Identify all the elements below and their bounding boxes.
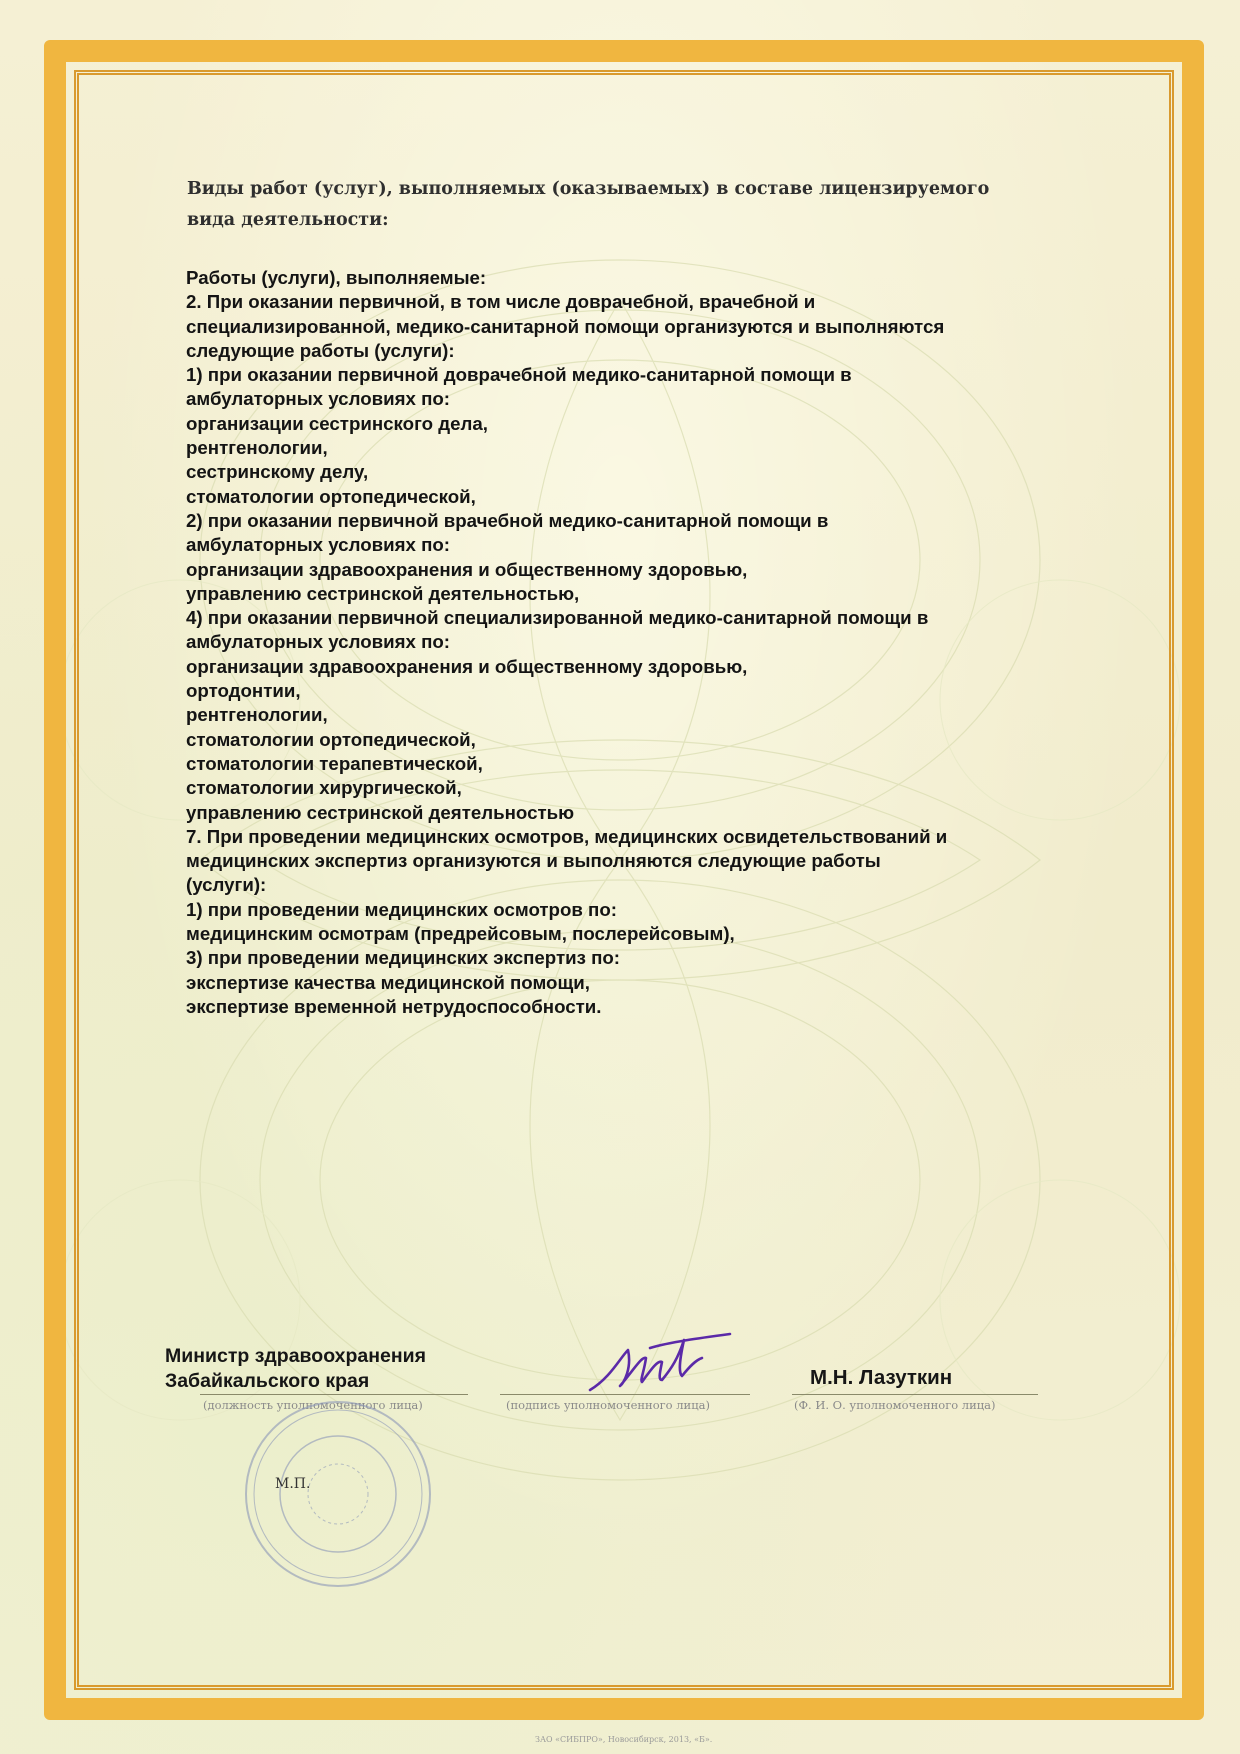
text-line: экспертизе качества медицинской помощи, <box>186 971 590 993</box>
text-line: управлению сестринской деятельностью <box>186 801 575 823</box>
text-line: организации здравоохранения и общественному здоровью, <box>186 655 748 677</box>
text-line: амбулаторных условиях по: <box>186 534 450 556</box>
text-line: 4) при оказании первичной специализированной медико-санитарной помощи в <box>186 607 929 629</box>
text-line: следующие работы (услуги): <box>186 339 455 361</box>
text-line: организации сестринского дела, <box>186 412 488 434</box>
printer-imprint: ЗАО «СИБПРО», Новосибирск, 2013, «Б». <box>535 1735 713 1744</box>
text-line: 1) при оказании первичной доврачебной медико-санитарной помощи в <box>186 364 852 386</box>
text-line: специализированной, медико-санитарной помощи организуются и выполняются <box>186 315 945 337</box>
text-line: организации здравоохранения и общественному здоровью, <box>186 558 748 580</box>
text-line: 3) при проведении медицинских экспертиз по: <box>186 947 621 969</box>
text-line: стоматологии ортопедической, <box>186 485 476 507</box>
official-seal <box>213 1394 463 1594</box>
text-line: медицинским осмотрам (предрейсовым, послерейсовым), <box>186 923 735 945</box>
official-position: Министр здравоохранения Забайкальского края <box>165 1345 426 1392</box>
text-line: 7. При проведении медицинских осмотров, медицинских освидетельствований и <box>186 825 948 847</box>
text-line: 1) при проведении медицинских осмотров по: <box>186 898 617 920</box>
caption-signature: (подпись уполномоченного лица) <box>506 1398 710 1412</box>
text-line: амбулаторных условиях по: <box>186 631 450 653</box>
text-line: (услуги): <box>186 874 267 896</box>
signature-underline <box>500 1394 750 1395</box>
text-line: сестринскому делу, <box>186 461 369 483</box>
caption-position: (должность уполномоченного лица) <box>203 1398 423 1412</box>
text-line: управлению сестринской деятельностью, <box>186 582 580 604</box>
text-line: стоматологии хирургической, <box>186 777 462 799</box>
text-line: рентгенологии, <box>186 704 328 726</box>
text-line: стоматологии ортопедической, <box>186 728 476 750</box>
licensed-works-list <box>186 266 1116 1019</box>
text-line: медицинских экспертиз организуются и выполняются следующие работы <box>186 850 881 872</box>
text-line: 2. При оказании первичной, в том числе доврачебной, врачебной и <box>186 291 816 313</box>
stamp-mark: М.П. <box>275 1476 311 1492</box>
text-line: экспертизе временной нетрудоспособности. <box>186 995 602 1017</box>
name-underline <box>792 1394 1038 1395</box>
section-heading: Виды работ (услуг), выполняемых (оказываемых) в составе лицензируемого вида деятельности: <box>187 179 990 230</box>
handwritten-signature <box>580 1328 740 1398</box>
official-name: М.Н. Лазуткин <box>810 1366 953 1389</box>
caption-name: (Ф. И. О. уполномоченного лица) <box>794 1398 996 1412</box>
text-line: амбулаторных условиях по: <box>186 388 450 410</box>
text-line: рентгенологии, <box>186 437 328 459</box>
text-line: ортодонтии, <box>186 680 301 702</box>
text-line: 2) при оказании первичной врачебной медико-санитарной помощи в <box>186 509 829 531</box>
text-line: стоматологии терапевтической, <box>186 752 483 774</box>
text-line: Работы (услуги), выполняемые: <box>186 267 487 288</box>
